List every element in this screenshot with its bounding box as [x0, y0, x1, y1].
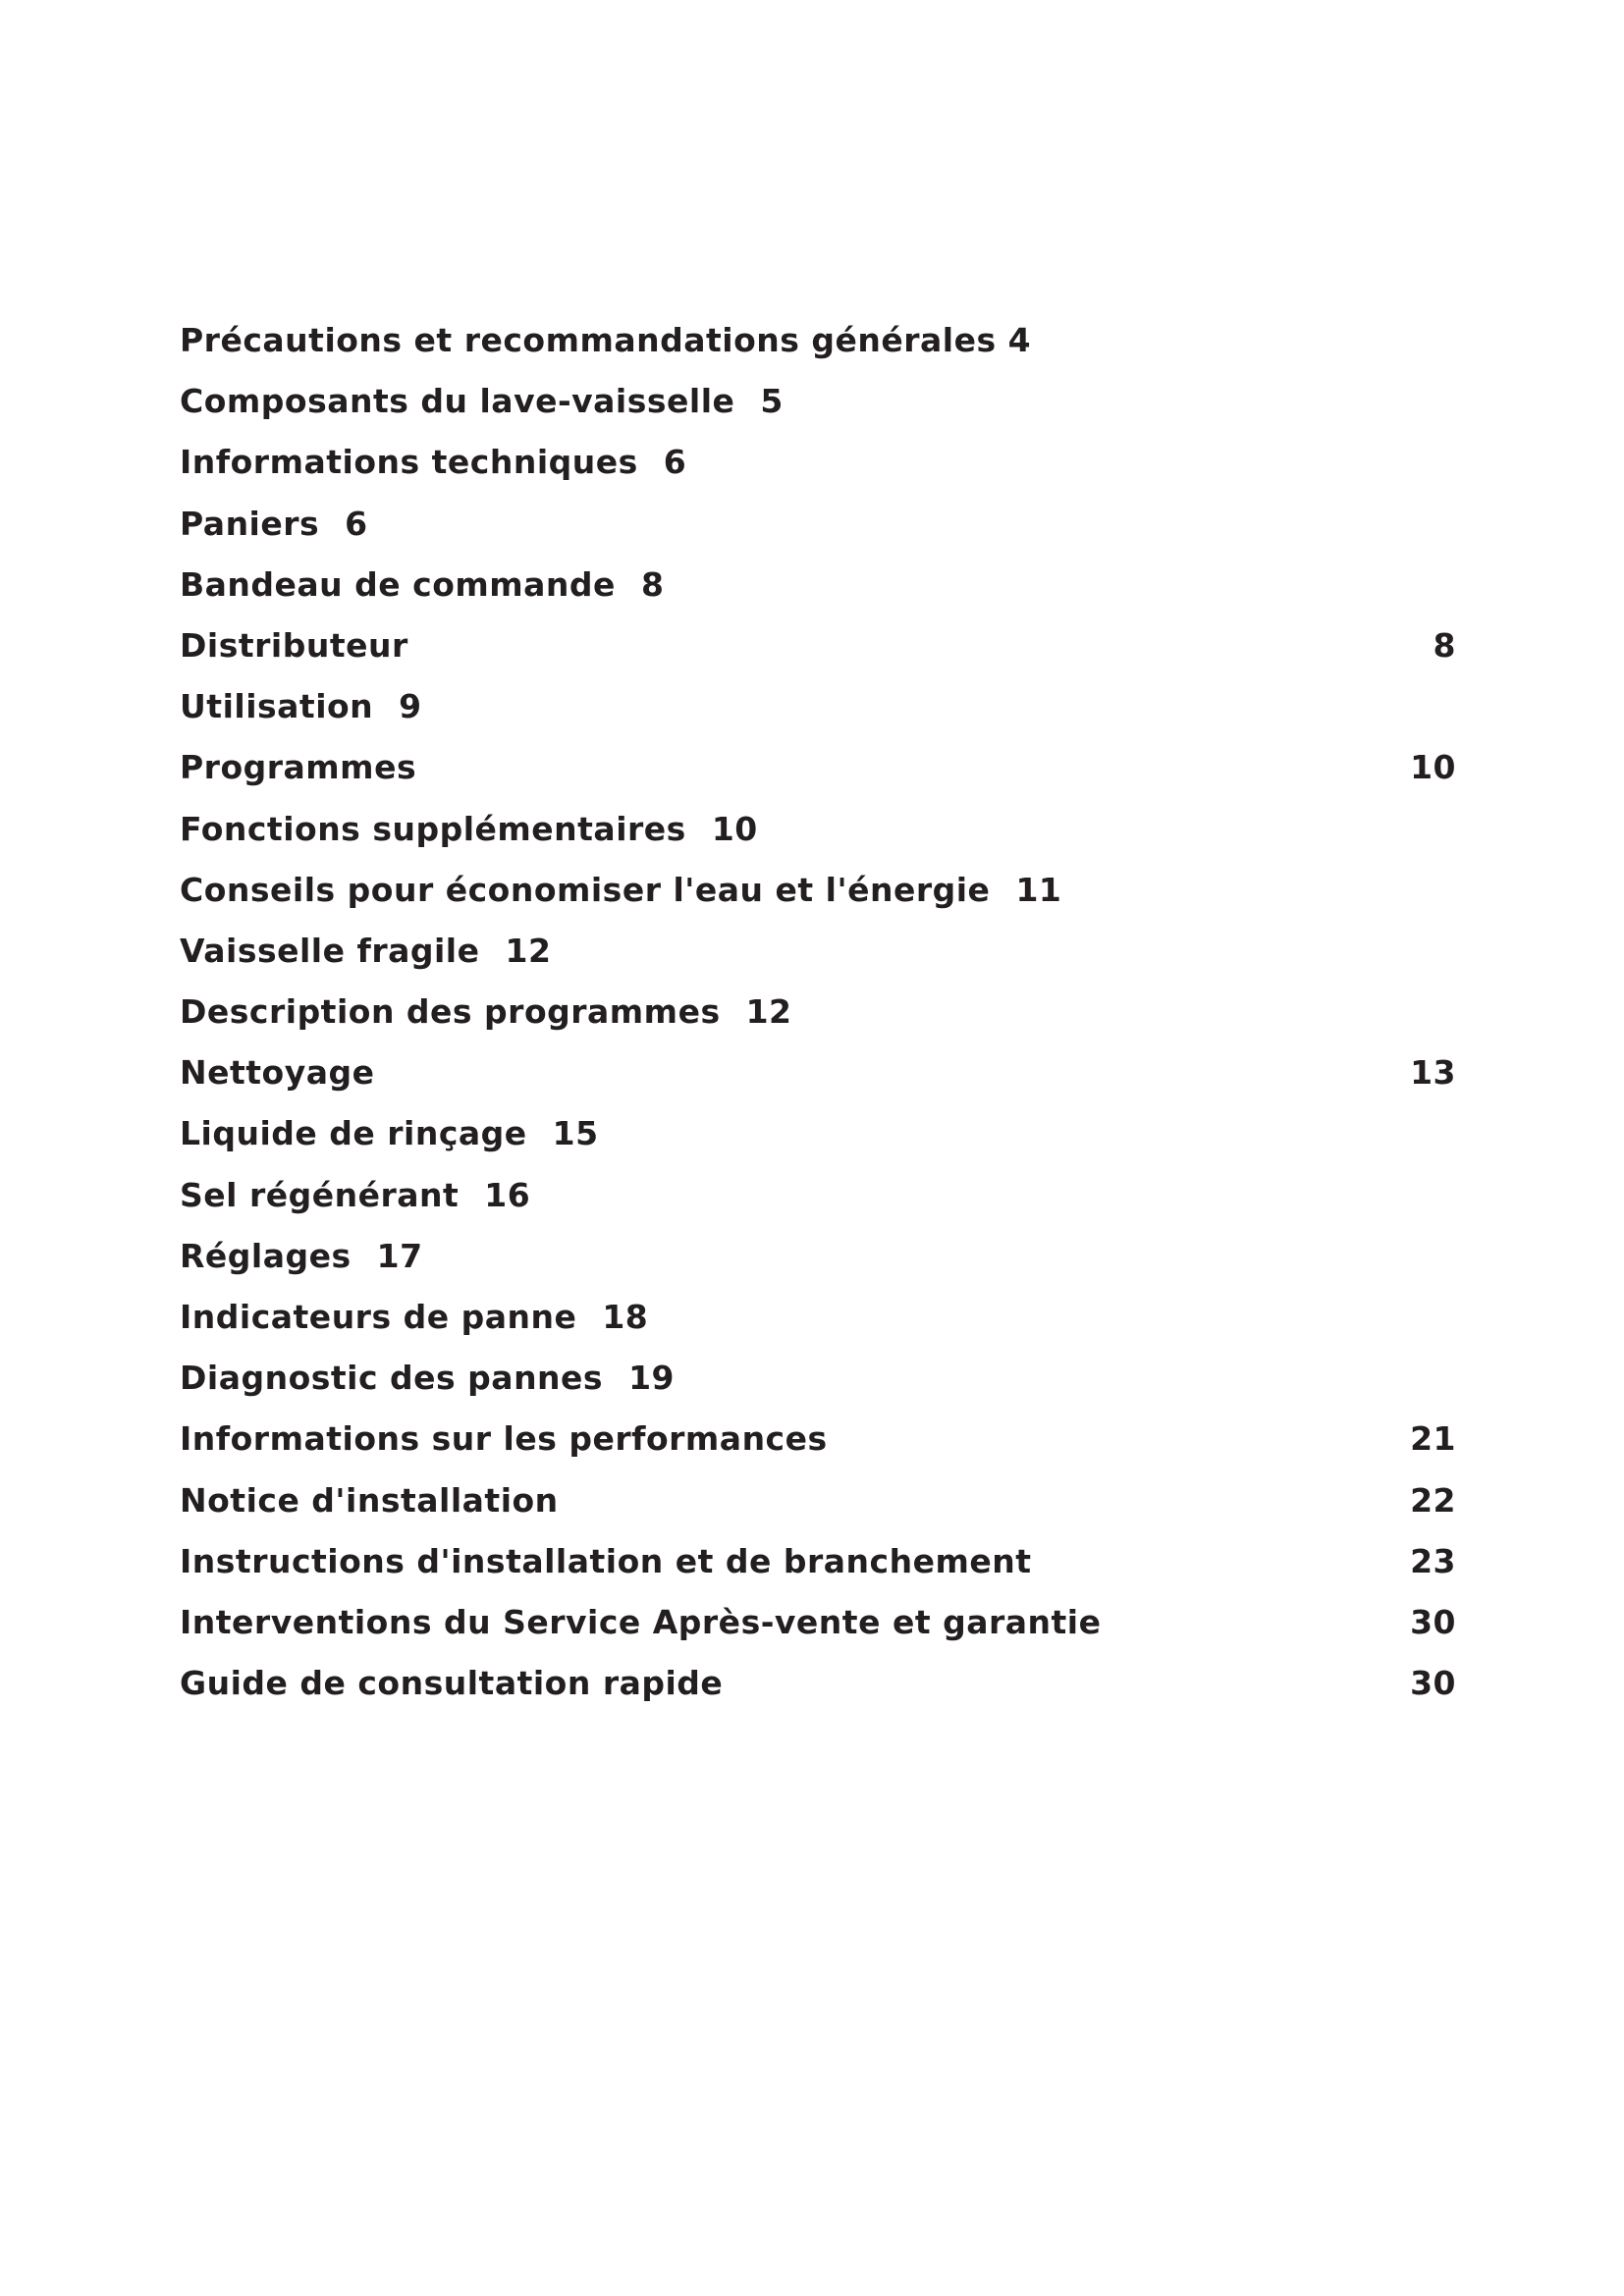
toc-entry	[180, 1476, 1456, 1537]
toc-entry-title: Liquide de rinçage	[180, 1114, 527, 1153]
toc-entry-page-number: 21	[1410, 1419, 1456, 1459]
toc-entry	[180, 1537, 1456, 1598]
toc-entry-title: Nettoyage	[180, 1053, 375, 1093]
toc-entry	[180, 1598, 1456, 1659]
toc-entry-page-number: 13	[1410, 1053, 1456, 1093]
toc-entry-page-number: 8	[1433, 625, 1456, 665]
toc-entry-page-number: 6	[663, 443, 687, 482]
toc-entry-title: Notice d'installation	[180, 1480, 559, 1520]
toc-entry-page-number: 5	[760, 382, 784, 421]
toc-entry-title: Précautions et recommandations générales	[180, 321, 997, 359]
toc-entry-page-number: 17	[376, 1236, 423, 1275]
toc-entry	[180, 866, 1456, 927]
toc-entry	[180, 1048, 1456, 1109]
toc-entry-title: Programmes	[180, 748, 417, 787]
toc-entry-page-number: 12	[505, 931, 552, 970]
toc-entry	[180, 1415, 1456, 1475]
toc-entry-page-number: 6	[345, 504, 368, 543]
toc-entry-title: Distributeur	[180, 625, 408, 665]
toc-entry-title: Bandeau de commande	[180, 564, 616, 604]
toc-entry	[180, 1171, 1456, 1232]
toc-entry-page-number: 23	[1410, 1541, 1456, 1580]
toc-entry-page-number: 30	[1410, 1602, 1456, 1641]
toc-entry	[180, 927, 1456, 988]
toc-entry	[180, 1659, 1456, 1720]
toc-entry-title: Indicateurs de panne	[180, 1298, 577, 1336]
toc-entry	[180, 561, 1456, 621]
toc-entry-title: Informations techniques	[180, 443, 638, 482]
toc-entry	[180, 805, 1456, 866]
toc-entry-page-number: 10	[711, 809, 758, 848]
toc-entry-page-number: 9	[399, 687, 422, 726]
toc-entry-page-number: 30	[1410, 1664, 1456, 1703]
toc-entry	[180, 438, 1456, 499]
toc-entry-page-number: 8	[640, 564, 665, 604]
toc-entry-page-number: 18	[602, 1298, 649, 1336]
toc-entry-title: Guide de consultation rapide	[180, 1664, 724, 1703]
toc-entry-title: Interventions du Service Après-vente et garantie	[180, 1602, 1102, 1641]
toc-entry-page-number: 11	[1015, 870, 1062, 909]
toc-entry	[180, 682, 1456, 743]
toc-entry-title: Informations sur les performances	[180, 1419, 828, 1459]
toc-entry-title: Utilisation	[180, 687, 374, 726]
toc-entry	[180, 316, 1456, 377]
toc-entry	[180, 1293, 1456, 1354]
toc-entry-title: Vaisselle fragile	[180, 931, 480, 970]
toc-entry-title: Fonctions supplémentaires	[180, 809, 686, 848]
toc-entry	[180, 988, 1456, 1048]
toc-entry-title: Réglages	[180, 1236, 352, 1275]
toc-entry	[180, 500, 1456, 561]
toc-entry-page-number: 10	[1410, 748, 1456, 787]
toc-entry	[180, 621, 1456, 682]
toc-entry	[180, 1232, 1456, 1293]
toc-entry-title: Sel régénérant	[180, 1175, 460, 1214]
toc-entry-page-number: 12	[745, 992, 792, 1032]
toc-entry	[180, 377, 1456, 438]
toc-entry-page-number: 19	[628, 1359, 676, 1398]
toc-entry-title: Diagnostic des pannes	[180, 1359, 604, 1398]
toc-entry-title: Conseils pour économiser l'eau et l'énergie	[180, 870, 991, 909]
toc-entry-title: Composants du lave-vaisselle	[180, 382, 735, 421]
toc-entry-title: Instructions d'installation et de branchement	[180, 1541, 1032, 1580]
toc-entry-page-number: 4	[1007, 321, 1032, 359]
toc-entry-page-number: 22	[1410, 1480, 1456, 1520]
toc-entry	[180, 1109, 1456, 1170]
toc-entry-page-number: 16	[484, 1175, 531, 1214]
toc-entry-title: Paniers	[180, 504, 320, 543]
table-of-contents	[180, 316, 1456, 1720]
toc-entry	[180, 1354, 1456, 1415]
toc-entry-title: Description des programmes	[180, 992, 721, 1032]
toc-entry-page-number: 15	[552, 1114, 599, 1153]
toc-entry	[180, 743, 1456, 804]
